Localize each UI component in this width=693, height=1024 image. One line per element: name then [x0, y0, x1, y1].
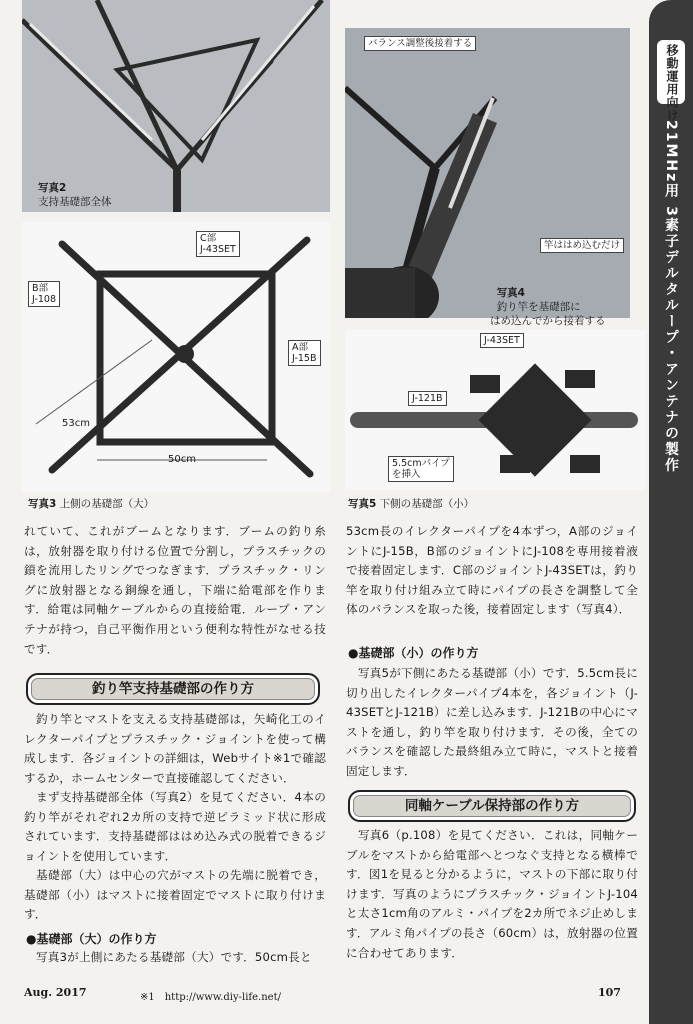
- photo-2-caption-num: 写真2: [38, 182, 67, 194]
- right-subheading-1: ●基礎部（小）の作り方: [348, 646, 479, 660]
- right-heading-1: 同軸ケーブル保持部の作り方: [348, 790, 636, 822]
- photo-5-caption: [348, 497, 474, 511]
- right-paragraph-3: 写真6（p.108）を見てください．これは，同軸ケーブルをマストから給電部へとつなぐ支持となる横棒です．図1を見ると分かるように，マストの下部に取り付けます．写真のようにプラスチック・ジョイントJ-104と太さ1cm角のアルミ・パイプを2カ所でネジ止めします．アルミ角パイプの長さ（60cm）は，放射器の位置に合わせてあります．: [346, 828, 638, 960]
- photo-4-caption: [490, 272, 606, 328]
- right-paragraph-2: 写真5が下側にあたる基礎部（小）です．5.5cm長に切り出したイレクターパイプ4本を，各ジョイント（J-43SETとJ-121B）に差し込みます．J-121Bの中心にマストを通し，釣り竿を取り付けます．その後，全てのバランスを確認した最終組み立て時に，マストと接着固定します．: [346, 666, 638, 778]
- photo-4-caption-num: 写真4: [496, 287, 525, 299]
- side-tab-series: 移動運用向け: [665, 44, 679, 122]
- page-number: 107: [598, 986, 621, 999]
- left-paragraph-3: まず支持基礎部全体（写真2）を見てください．4本の釣り竿がそれぞれ2カ所の支持で逆ピラミッド状に形成されています．支持基礎部ははめ込み式の脱着できるジョイントを使用しています．: [24, 790, 326, 863]
- callout-a-part: A部 J-15B: [288, 340, 321, 366]
- photo-4-caption-text: 釣り竿を基礎部に はめ込んでから接着する: [490, 301, 606, 327]
- left-subheading-1: ●基礎部（大）の作り方: [26, 932, 157, 946]
- left-heading-1: 釣り竿支持基礎部の作り方: [26, 673, 320, 705]
- photo-3-caption-text: 上側の基礎部（大）: [59, 498, 155, 510]
- photo-5-caption-text: 下側の基礎部（小）: [379, 498, 475, 510]
- photo-4-callout-top: バランス調整後接着する: [364, 36, 476, 51]
- photo-5-caption-num: 写真5: [348, 498, 377, 510]
- photo-3-caption-num: 写真3: [28, 498, 57, 510]
- photo-3-illustration: [22, 222, 330, 492]
- right-paragraph-1: 53cm長のイレクターパイプを4本ずつ，A部のジョイントにJ-15B，B部のジョイントにJ-108を専用接着液で接着固定します．C部のジョイントJ-43SETは，釣り竿を取り付け組み立て時にパイプの長さを調整して全体のバランスを取った後，接着固定します（写真4）．: [346, 524, 638, 617]
- photo-5-callout-left: J-121B: [408, 391, 447, 406]
- left-paragraph-1: れていて、これがブームとなります．ブームの釣り糸は，放射器を取り付ける位置で分割し，プラスチックの鎖を流用したリングでつなぎます．プラスチック・リングに放射器となる銅線を通し，下端に給電部を作ります．給電は同軸ケーブルからの直接給電．ループ・アンテナが持つ，自己平衡作用という便利な特性がなせる技です．: [24, 524, 326, 656]
- footer-date: Aug. 2017: [24, 986, 87, 999]
- photo-2-caption-text: 支持基礎部全体: [38, 196, 112, 208]
- footer-note: ※1 http://www.diy-life.net/: [140, 992, 281, 1003]
- callout-b-part: B部 J-108: [28, 281, 60, 307]
- photo-2-caption: [38, 181, 112, 209]
- side-tab-title: 21MHz用 3素子デルタループ・アンテナの製作: [663, 120, 679, 474]
- left-paragraph-5: 写真3が上側にあたる基礎部（大）です．50cm長と: [36, 950, 312, 964]
- dimension-53cm: 53cm: [62, 418, 90, 429]
- callout-c-part: C部 J-43SET: [196, 231, 240, 257]
- left-paragraph-2: 釣り竿とマストを支える支持基礎部は，矢崎化工のイレクターパイプとプラスチック・ジョイントを使って構成します．各ジョイントの詳細は，Webサイト※1で確認するか，ホームセンターで直接確認してください．: [24, 712, 326, 785]
- photo-5-callout-bottom: 5.5cmパイプ を挿入: [388, 456, 454, 482]
- photo-3-caption: [28, 497, 154, 511]
- photo-5-callout-top: J-43SET: [480, 333, 524, 348]
- photo-4-callout-mid: 竿ははめ込むだけ: [540, 238, 624, 253]
- dimension-50cm: 50cm: [168, 454, 196, 465]
- left-paragraph-4: 基礎部（大）は中心の穴がマストの先端に脱着でき，基礎部（小）はマストに接着固定でマストに取り付けます．: [24, 868, 326, 922]
- photo-3: [22, 222, 330, 492]
